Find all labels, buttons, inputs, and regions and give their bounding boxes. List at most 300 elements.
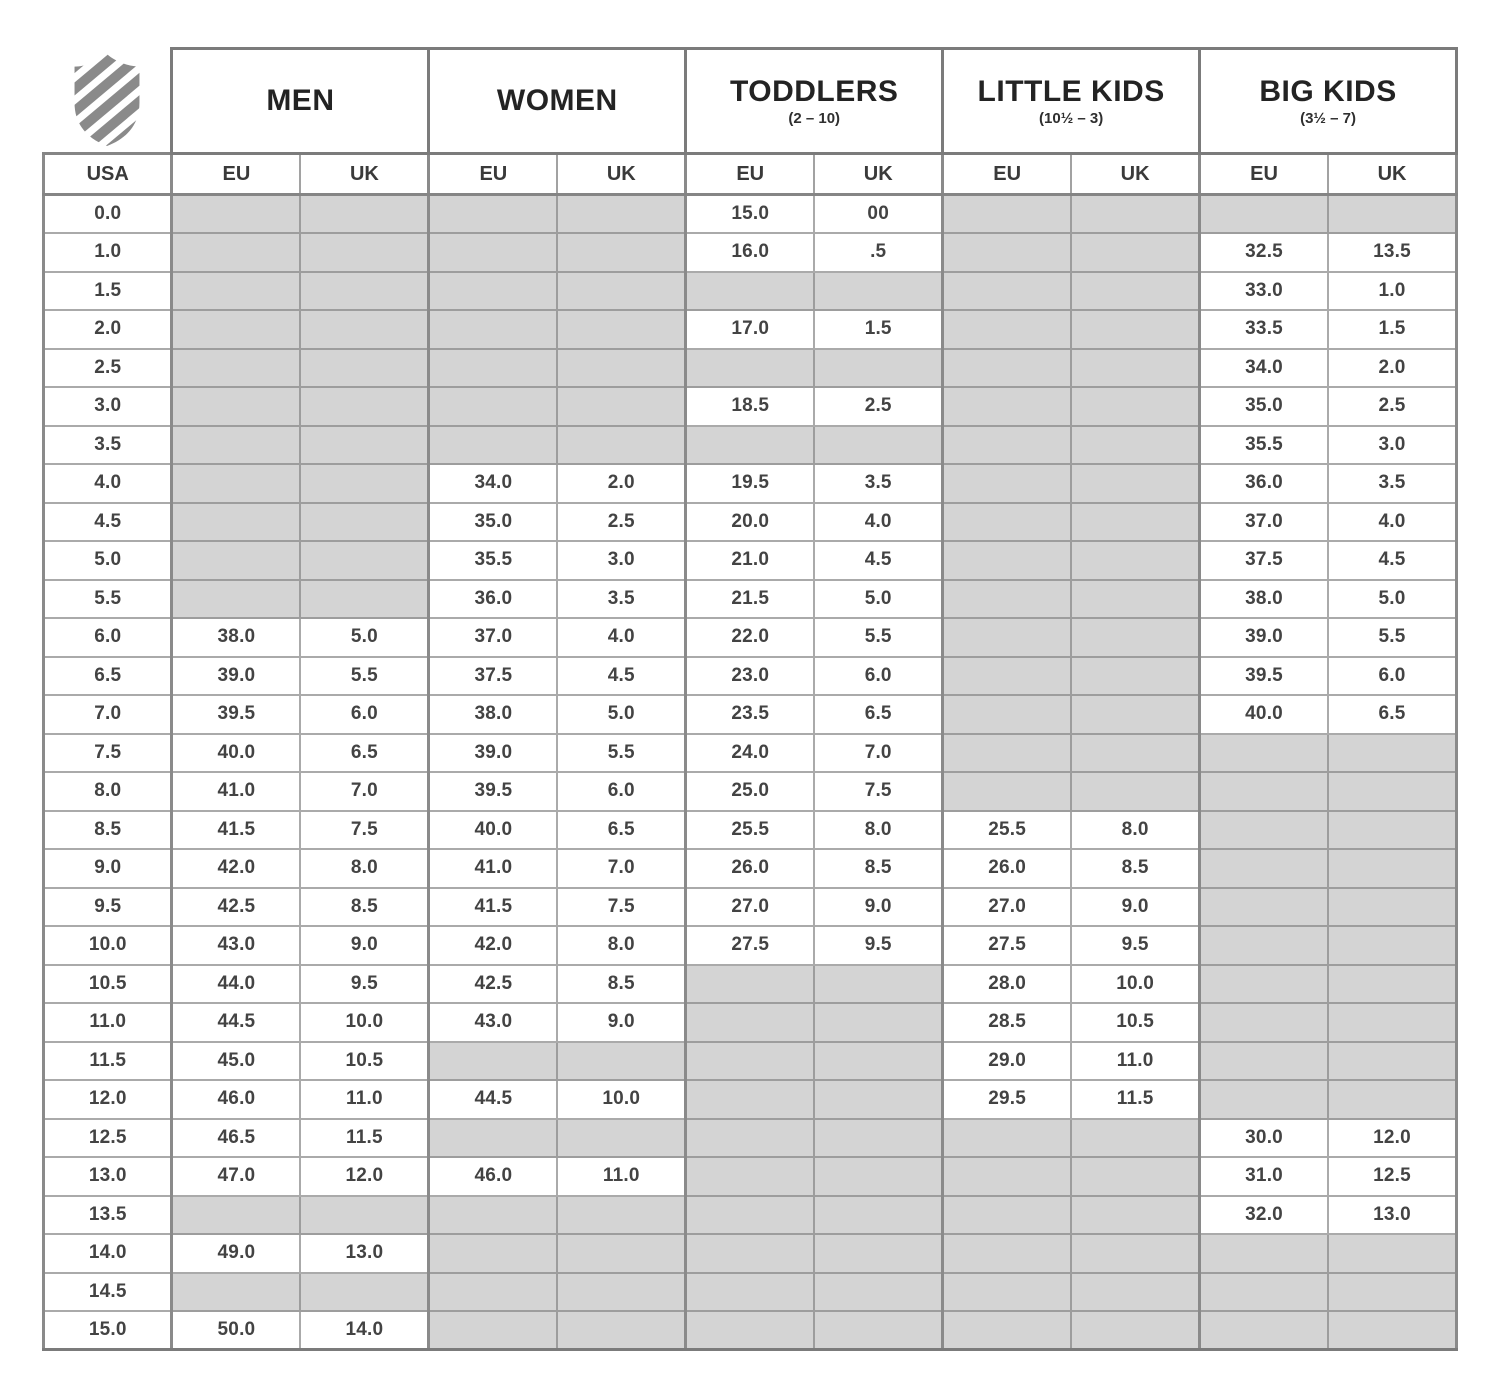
size-cell [557,272,685,311]
size-cell [300,503,428,542]
size-cell: 10.0 [300,1003,428,1042]
size-cell [943,1311,1071,1350]
size-cell: 42.5 [172,888,300,927]
group-header-women [429,49,686,154]
size-cell [172,310,300,349]
group-title: BIG KIDS [1259,75,1397,109]
size-cell: 9.0 [1071,888,1199,927]
size-cell [814,426,942,465]
size-cell [172,233,300,272]
size-cell [557,1234,685,1273]
size-cell: 2.5 [557,503,685,542]
size-cell [814,1196,942,1235]
group-header-toddlers [686,49,943,154]
size-cell: 13.0 [300,1234,428,1273]
size-cell [172,387,300,426]
size-cell: 34.0 [1200,349,1328,388]
size-cell [429,387,557,426]
size-cell: 46.0 [172,1080,300,1119]
size-cell: 39.5 [172,695,300,734]
usa-size-cell: 3.5 [44,426,172,465]
size-cell: 21.5 [686,580,814,619]
size-cell: 8.0 [814,811,942,850]
usa-size-cell: 6.0 [44,618,172,657]
size-cell [557,1311,685,1350]
table-row [44,811,1457,850]
size-cell [429,1042,557,1081]
usa-size-cell: 12.0 [44,1080,172,1119]
size-cell: 1.5 [814,310,942,349]
size-cell [172,1196,300,1235]
size-cell: 9.0 [557,1003,685,1042]
size-cell [172,541,300,580]
size-cell: 27.0 [943,888,1071,927]
group-size-range: (2 – 10) [788,109,841,127]
size-cell: 00 [814,195,942,234]
size-cell [814,1119,942,1158]
size-cell: 11.0 [1071,1042,1199,1081]
size-cell: 12.0 [300,1157,428,1196]
size-cell [1328,926,1456,965]
group-title: LITTLE KIDS [977,75,1165,109]
size-cell [686,426,814,465]
size-cell: 3.5 [814,464,942,503]
size-cell: 50.0 [172,1311,300,1350]
table-row [44,734,1457,773]
size-cell: 25.5 [686,811,814,850]
size-cell [429,1234,557,1273]
size-cell: 12.5 [1328,1157,1456,1196]
table-row [44,387,1457,426]
size-cell [557,387,685,426]
size-cell [943,1196,1071,1235]
size-cell: 35.5 [1200,426,1328,465]
size-cell: 7.5 [300,811,428,850]
size-cell: 5.5 [557,734,685,773]
size-cell: 9.5 [814,926,942,965]
size-cell: 6.0 [300,695,428,734]
size-cell: 8.5 [1071,849,1199,888]
size-cell: 41.5 [172,811,300,850]
usa-size-cell: 13.0 [44,1157,172,1196]
size-cell: 4.5 [557,657,685,696]
size-cell: 37.5 [429,657,557,696]
size-cell [300,233,428,272]
size-cell [1071,1119,1199,1158]
size-cell: 9.5 [1071,926,1199,965]
table-row [44,1311,1457,1350]
size-cell [1328,734,1456,773]
table-row [44,1196,1457,1235]
size-cell [814,965,942,1004]
size-cell [557,426,685,465]
size-cell [814,1042,942,1081]
size-cell: 6.5 [557,811,685,850]
size-cell: 27.0 [686,888,814,927]
size-cell [814,1311,942,1350]
size-cell [300,1273,428,1312]
size-cell: 6.5 [300,734,428,773]
size-cell: 6.5 [814,695,942,734]
size-cell: 7.5 [814,772,942,811]
usa-size-cell: 1.0 [44,233,172,272]
size-cell: 2.0 [557,464,685,503]
size-cell [943,387,1071,426]
table-row [44,1003,1457,1042]
size-cell [814,1273,942,1312]
size-cell: 42.0 [172,849,300,888]
size-cell [172,349,300,388]
size-cell: 28.5 [943,1003,1071,1042]
size-cell [429,310,557,349]
size-cell [686,1196,814,1235]
size-cell: 31.0 [1200,1157,1328,1196]
size-cell [943,195,1071,234]
size-cell: 44.5 [429,1080,557,1119]
size-cell [300,349,428,388]
size-cell [943,734,1071,773]
size-cell: 40.0 [429,811,557,850]
size-cell [172,426,300,465]
size-cell [686,965,814,1004]
size-cell [1200,772,1328,811]
size-cell [943,426,1071,465]
size-cell [1328,811,1456,850]
size-cell [557,1273,685,1312]
size-cell: 42.0 [429,926,557,965]
size-cell [429,349,557,388]
size-cell [686,1042,814,1081]
table-row [44,1157,1457,1196]
size-cell: 6.0 [814,657,942,696]
group-header-row [44,49,1457,154]
table-row [44,272,1457,311]
usa-size-cell: 14.0 [44,1234,172,1273]
group-header-big-kids [1200,49,1457,154]
size-cell [557,1196,685,1235]
table-row [44,1042,1457,1081]
size-cell: 4.0 [1328,503,1456,542]
size-cell [686,1311,814,1350]
table-row [44,695,1457,734]
size-cell [1328,1080,1456,1119]
size-cell: 44.5 [172,1003,300,1042]
usa-size-cell: 1.5 [44,272,172,311]
table-row [44,1080,1457,1119]
size-cell: 44.0 [172,965,300,1004]
size-cell [1071,1157,1199,1196]
size-cell: 25.5 [943,811,1071,850]
size-cell [1328,772,1456,811]
size-cell: 34.0 [429,464,557,503]
size-cell [1071,464,1199,503]
usa-size-cell: 9.5 [44,888,172,927]
group-title: TODDLERS [729,75,899,109]
size-cell: 25.0 [686,772,814,811]
group-size-range: (3½ – 7) [1300,109,1356,127]
size-cell: 7.0 [814,734,942,773]
size-cell: 13.5 [1328,233,1456,272]
group-title: WOMEN [496,84,618,118]
size-cell [172,580,300,619]
size-cell [943,618,1071,657]
size-cell [300,464,428,503]
size-cell [1071,580,1199,619]
size-cell: 3.0 [1328,426,1456,465]
usa-size-cell: 5.5 [44,580,172,619]
size-cell [1328,1042,1456,1081]
size-cell: 37.0 [429,618,557,657]
size-cell: 30.0 [1200,1119,1328,1158]
table-row [44,503,1457,542]
table-row [44,233,1457,272]
size-cell [814,1234,942,1273]
size-cell: 32.0 [1200,1196,1328,1235]
size-cell [300,387,428,426]
table-body [44,49,1457,1350]
size-cell: 5.0 [814,580,942,619]
size-cell: 9.0 [300,926,428,965]
size-cell [943,541,1071,580]
size-cell: 5.0 [300,618,428,657]
column-header-usa: USA [44,154,172,195]
size-cell: 2.0 [1328,349,1456,388]
size-cell [557,1119,685,1158]
size-cell [814,349,942,388]
group-header-men [172,49,429,154]
size-cell: 37.5 [1200,541,1328,580]
table-row [44,426,1457,465]
usa-size-cell: 8.5 [44,811,172,850]
size-cell: 9.0 [814,888,942,927]
size-cell [557,310,685,349]
usa-size-cell: 7.0 [44,695,172,734]
size-cell: 43.0 [429,1003,557,1042]
table-row [44,310,1457,349]
size-cell: 3.5 [557,580,685,619]
size-cell [943,657,1071,696]
size-cell [300,580,428,619]
size-cell [557,195,685,234]
size-cell [429,426,557,465]
size-cell: 9.5 [300,965,428,1004]
size-cell [172,503,300,542]
size-cell [943,1157,1071,1196]
size-cell: 14.0 [300,1311,428,1350]
size-cell [1071,772,1199,811]
size-cell [943,310,1071,349]
size-cell: 7.5 [557,888,685,927]
table-row [44,849,1457,888]
size-cell [1328,888,1456,927]
table-row [44,657,1457,696]
size-cell [1071,195,1199,234]
size-cell: 47.0 [172,1157,300,1196]
size-cell [557,1042,685,1081]
size-cell [1071,503,1199,542]
usa-size-cell: 3.0 [44,387,172,426]
size-cell: 11.0 [557,1157,685,1196]
size-cell [814,1003,942,1042]
usa-size-cell: 11.5 [44,1042,172,1081]
table-row [44,1234,1457,1273]
size-cell [943,1273,1071,1312]
size-cell [943,464,1071,503]
logo-cell [44,49,172,154]
size-cell: 27.5 [686,926,814,965]
usa-size-cell: 0.0 [44,195,172,234]
size-cell [943,1119,1071,1158]
size-cell [943,1234,1071,1273]
usa-size-cell: 2.5 [44,349,172,388]
table-row [44,888,1457,927]
table-row [44,1119,1457,1158]
usa-size-cell: 4.0 [44,464,172,503]
size-cell [1328,195,1456,234]
size-cell [943,580,1071,619]
size-cell: 32.5 [1200,233,1328,272]
size-cell: 28.0 [943,965,1071,1004]
size-cell [429,233,557,272]
size-cell [686,1234,814,1273]
size-cell [943,772,1071,811]
table-row [44,1273,1457,1312]
size-cell [1200,888,1328,927]
size-cell [1071,233,1199,272]
usa-size-cell: 2.0 [44,310,172,349]
usa-size-cell: 14.5 [44,1273,172,1312]
size-cell [1071,618,1199,657]
size-cell [172,195,300,234]
size-cell: 40.0 [172,734,300,773]
size-cell: 1.5 [1328,310,1456,349]
size-cell [429,195,557,234]
size-cell [429,1273,557,1312]
size-cell [686,272,814,311]
group-size-range: (10½ – 3) [1039,109,1104,127]
column-header-eu: EU [429,154,557,195]
size-cell [429,1311,557,1350]
size-cell: 33.5 [1200,310,1328,349]
size-cell: 17.0 [686,310,814,349]
size-cell: 5.5 [1328,618,1456,657]
size-cell [1071,349,1199,388]
usa-size-cell: 12.5 [44,1119,172,1158]
size-cell [1200,965,1328,1004]
size-cell [1328,1003,1456,1042]
size-cell: 23.0 [686,657,814,696]
size-cell [1200,1042,1328,1081]
size-cell: 38.0 [172,618,300,657]
table-row [44,349,1457,388]
size-cell: 35.0 [429,503,557,542]
size-cell [814,1157,942,1196]
size-cell [429,1196,557,1235]
size-cell: 27.5 [943,926,1071,965]
size-cell: 26.0 [686,849,814,888]
size-cell: 1.0 [1328,272,1456,311]
size-cell [557,349,685,388]
size-cell [943,695,1071,734]
size-cell [686,1119,814,1158]
size-cell: 36.0 [429,580,557,619]
size-cell: 40.0 [1200,695,1328,734]
size-cell [172,464,300,503]
size-cell: 39.0 [429,734,557,773]
size-cell: 6.0 [557,772,685,811]
size-cell: 36.0 [1200,464,1328,503]
size-cell: 45.0 [172,1042,300,1081]
size-cell: 3.5 [1328,464,1456,503]
size-cell: 2.5 [814,387,942,426]
size-cell: 41.0 [429,849,557,888]
usa-size-cell: 7.5 [44,734,172,773]
size-cell [943,503,1071,542]
table-row [44,618,1457,657]
size-cell: 42.5 [429,965,557,1004]
size-cell: 46.5 [172,1119,300,1158]
size-cell: 18.5 [686,387,814,426]
size-cell [1071,387,1199,426]
size-cell [1200,811,1328,850]
size-cell [1200,195,1328,234]
size-cell: 35.5 [429,541,557,580]
table-row [44,464,1457,503]
size-cell: 6.0 [1328,657,1456,696]
size-cell [1200,1003,1328,1042]
size-cell [1071,272,1199,311]
size-cell: 5.0 [1328,580,1456,619]
table-row [44,541,1457,580]
size-cell [1200,734,1328,773]
size-cell: 10.5 [1071,1003,1199,1042]
size-cell [300,272,428,311]
size-cell [1071,1234,1199,1273]
size-cell: 10.0 [1071,965,1199,1004]
size-cell: 11.0 [300,1080,428,1119]
size-conversion-table [42,47,1458,1351]
table-row [44,580,1457,619]
size-cell: 35.0 [1200,387,1328,426]
usa-size-cell: 10.5 [44,965,172,1004]
column-header-uk: UK [300,154,428,195]
size-cell [557,233,685,272]
size-cell: 7.0 [557,849,685,888]
size-cell: 8.5 [300,888,428,927]
size-cell: 5.0 [557,695,685,734]
column-header-uk: UK [557,154,685,195]
table-row [44,965,1457,1004]
size-cell: 8.0 [1071,811,1199,850]
column-header-uk: UK [1328,154,1456,195]
size-cell [686,1003,814,1042]
size-cell: 29.0 [943,1042,1071,1081]
size-cell [814,1080,942,1119]
size-cell: 39.0 [1200,618,1328,657]
size-cell: 3.0 [557,541,685,580]
size-cell [1328,1311,1456,1350]
column-header-eu: EU [1200,154,1328,195]
size-cell [1071,1196,1199,1235]
usa-size-cell: 13.5 [44,1196,172,1235]
column-header-row [44,154,1457,195]
size-cell [1071,695,1199,734]
group-header-little-kids [943,49,1200,154]
usa-size-cell: 6.5 [44,657,172,696]
column-header-eu: EU [943,154,1071,195]
group-title: MEN [266,84,335,118]
size-cell: 23.5 [686,695,814,734]
